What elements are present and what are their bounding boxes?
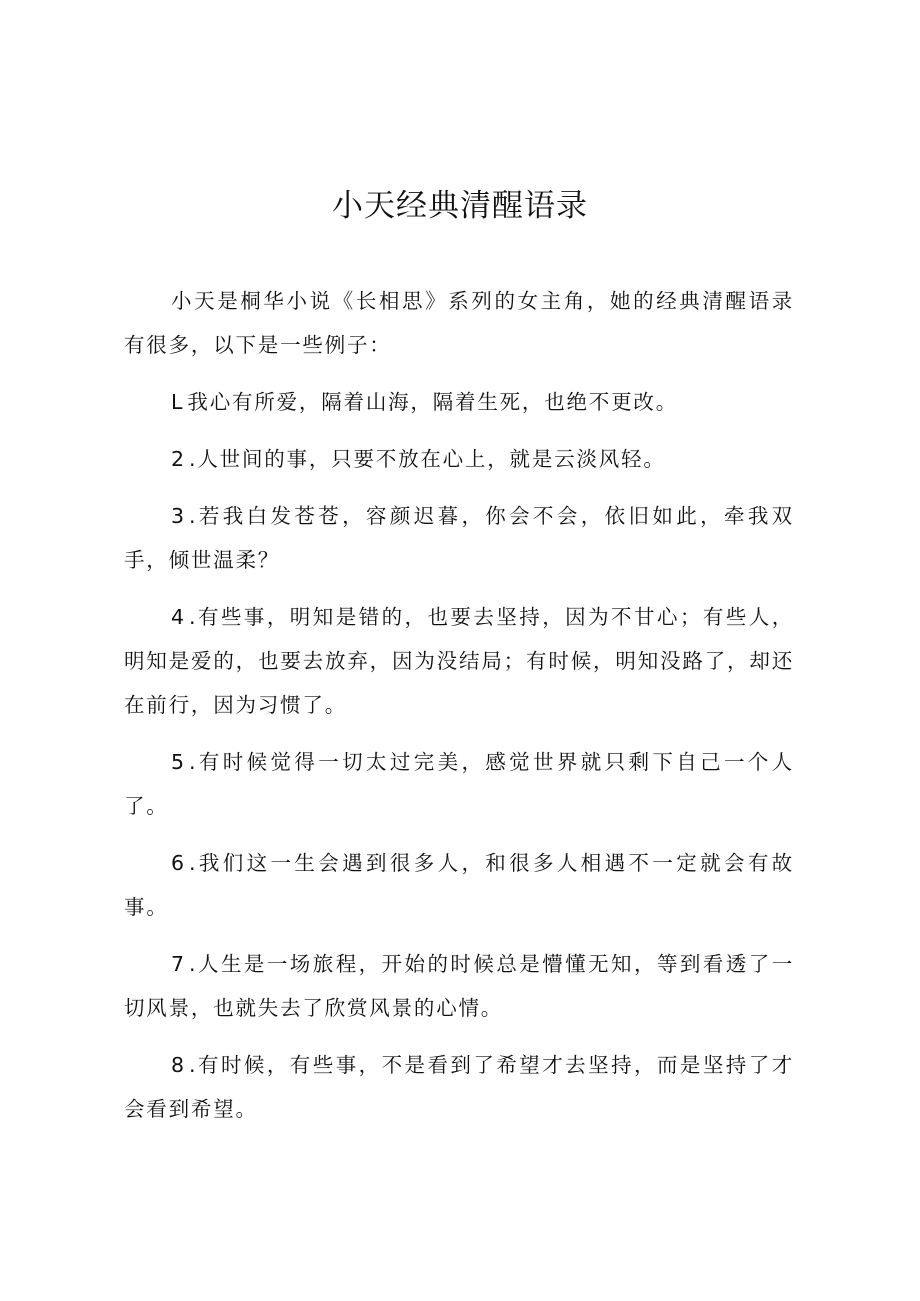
quote-number: 7 [171, 952, 190, 976]
quote-number: 6 [171, 851, 190, 875]
quote-number: 2 [171, 447, 190, 471]
quote-number: 3 [171, 504, 190, 528]
quote-item-5 [124, 740, 794, 828]
document-body [124, 279, 794, 1144]
quote-text: .有时候，有些事，不是看到了希望才去坚持，而是坚持了才会看到希望。 [124, 1053, 794, 1121]
document-title: 小天经典清醒语录 [332, 188, 588, 224]
quote-item-2 [124, 437, 794, 481]
quote-item-1 [124, 380, 794, 424]
quote-text: .人生是一场旅程，开始的时候总是懵懂无知，等到看透了一切风景，也就失去了欣赏风景的心情。 [124, 952, 794, 1020]
quote-item-7 [124, 942, 794, 1030]
quote-number: L [171, 390, 188, 414]
quote-item-3 [124, 494, 794, 582]
quote-item-6 [124, 841, 794, 929]
quote-number: 5 [171, 750, 190, 774]
quote-item-8 [124, 1043, 794, 1131]
quote-text: .有些事，明知是错的，也要去坚持，因为不甘心；有些人，明知是爱的，也要去放弃，因为没结局；有时候，明知没路了，却还在前行，因为习惯了。 [124, 605, 794, 717]
quote-item-4 [124, 595, 794, 727]
intro-paragraph: 小天是桐华小说《长相思》系列的女主角，她的经典清醒语录有很多，以下是一些例子： [124, 289, 794, 357]
quote-text: .我们这一生会遇到很多人，和很多人相遇不一定就会有故事。 [124, 851, 794, 919]
quote-text: 我心有所爱，隔着山海，隔着生死，也绝不更改。 [187, 390, 679, 414]
quote-number: 4 [171, 605, 190, 629]
quote-text: .若我白发苍苍，容颜迟暮，你会不会，依旧如此，牵我双手，倾世温柔？ [124, 504, 794, 572]
quote-text: .有时候觉得一切太过完美，感觉世界就只剩下自己一个人了。 [124, 750, 794, 818]
quote-text: .人世间的事，只要不放在心上，就是云淡风轻。 [189, 447, 666, 471]
quote-number: 8 [171, 1053, 190, 1077]
